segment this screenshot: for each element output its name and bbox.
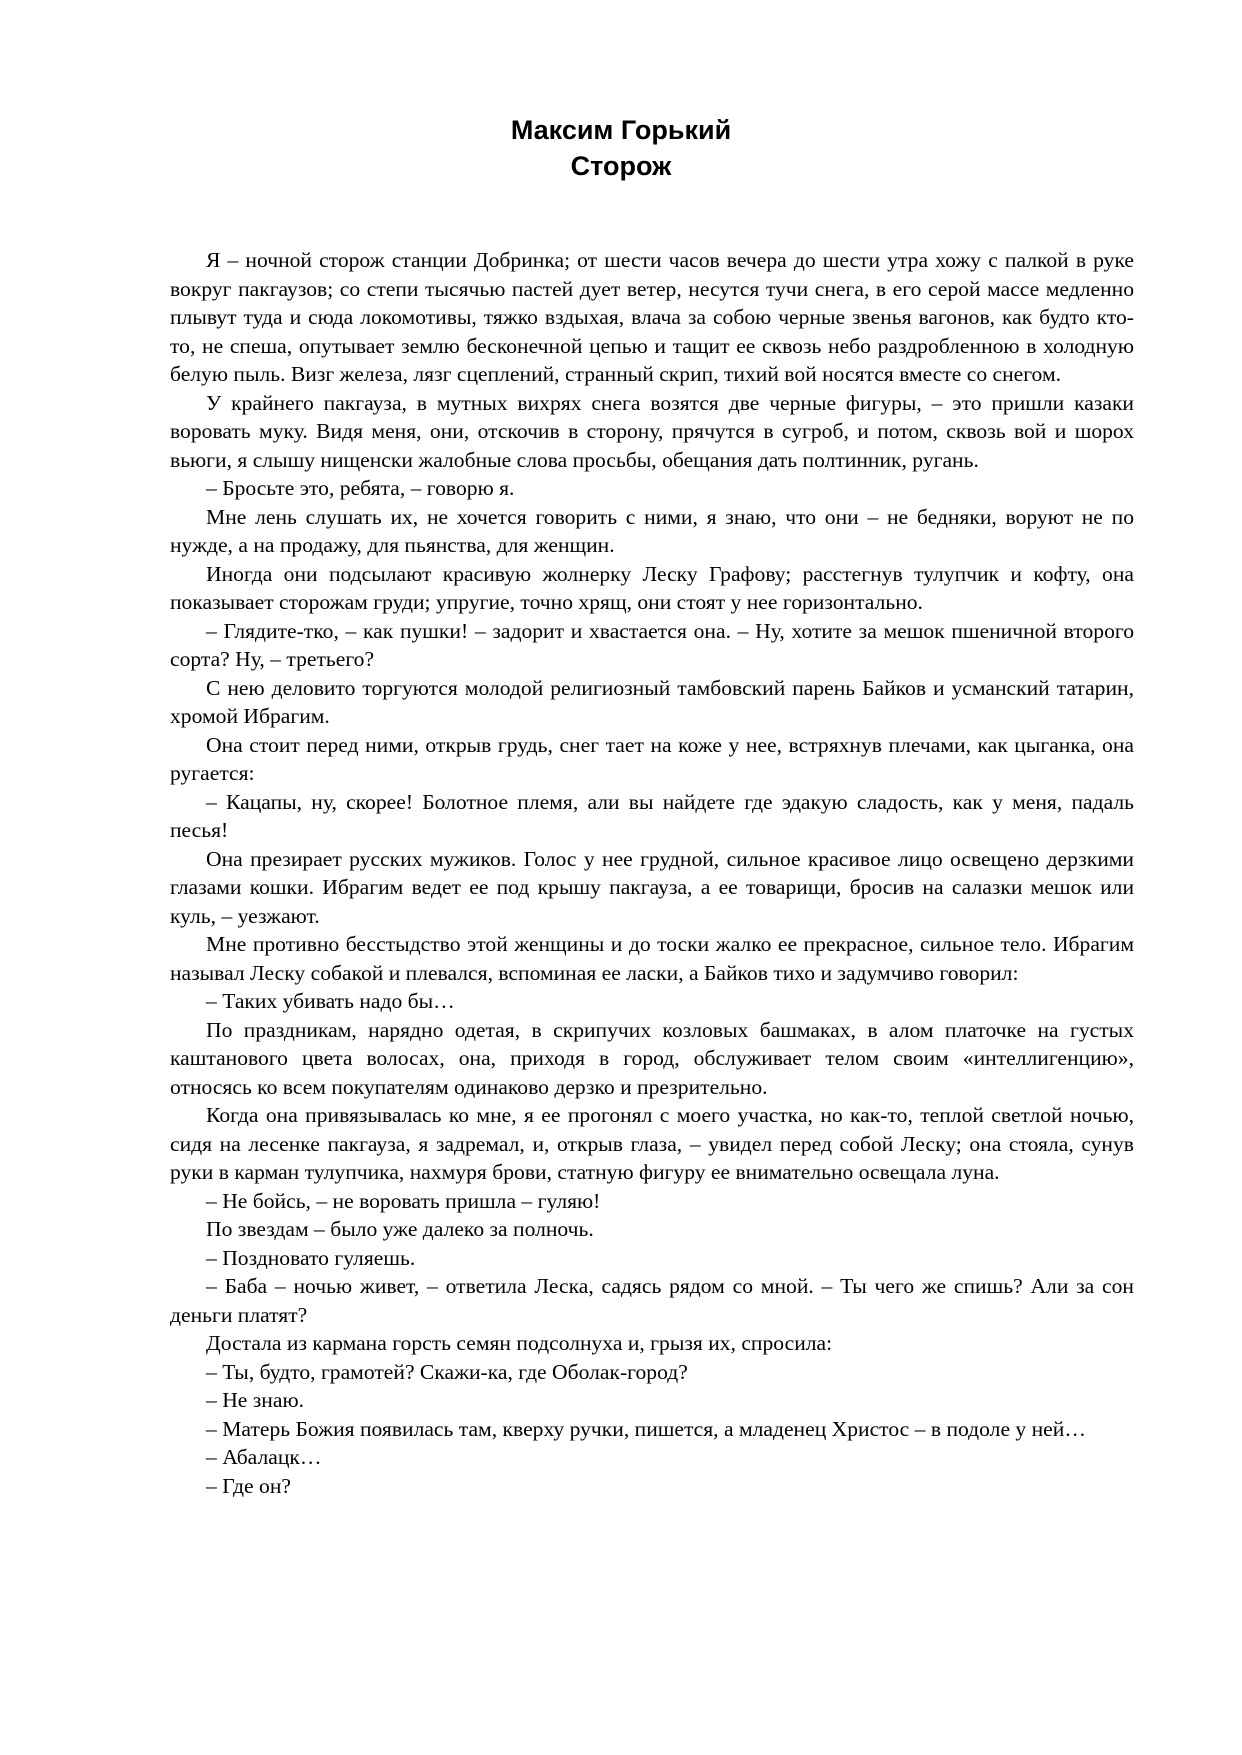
paragraph: – Таких убивать надо бы… — [206, 989, 455, 1013]
paragraph: – Кацапы, ну, скорее! Болотное племя, али вы найдете где эдакую сладость, как у меня, падаль песья! — [170, 789, 1134, 842]
paragraph: Я – ночной сторож станции Добринка; от шести часов вечера до шести утра хожу с палкой в руке вокруг пакгаузов; со степи тысячью пастей дует ветер, несутся тучи снега, в его серой массе медленно плывут туда и сюда локомотивы, тяжко вздыхая, влача за собою черные звенья вагонов, как будто кто-то, не спеша, опутывает землю бесконечной цепью и тащит ее сквозь небо раздробленною в холодную белую пыль. Визг железа, лязг сцеплений, странный скрип, тихий вой носятся вместе со снегом. — [170, 248, 1134, 386]
paragraph: Мне лень слушать их, не хочется говорить с ними, я знаю, что они – не бедняки, воруют не по нужде, а на продажу, для пьянства, для женщин. — [170, 504, 1134, 557]
paragraph: – Не знаю. — [206, 1388, 304, 1412]
paragraph: – Бросьте это, ребята, – говорю я. — [206, 476, 515, 500]
paragraph: У крайнего пакгауза, в мутных вихрях снега возятся две черные фигуры, – это пришли казаки воровать муку. Видя меня, они, отскочив в сторону, прячутся в сугроб, и потом, сквозь вой и шорох вьюги, я слышу нищенски жалобные слова просьбы, обещания дать полтинник, ругань. — [170, 390, 1134, 472]
paragraph: По праздникам, нарядно одетая, в скрипучих козловых башмаках, в алом платочке на густых каштанового цвета волосах, она, приходя в город, обслуживает телом своим «интеллигенцию», относясь ко всем покупателям одинаково дерзко и презрительно. — [170, 1017, 1134, 1099]
paragraph: Она презирает русских мужиков. Голос у нее грудной, сильное красивое лицо освещено дерзкими глазами кошки. Ибрагим ведет ее под крышу пакгауза, а ее товарищи, бросив на салазки мешок или куль, – уезжают. — [170, 846, 1134, 928]
paragraph: – Баба – ночью живет, – ответила Леска, садясь рядом со мной. – Ты чего же спишь? Али за сон деньги платят? — [170, 1274, 1134, 1327]
paragraph: – Абалацк… — [206, 1445, 322, 1469]
paragraph: Когда она привязывалась ко мне, я ее прогонял с моего участка, но как-то, теплой светлой ночью, сидя на лесенке пакгауза, я задремал, и, открыв глаза, – увидел перед собой Леску; она стояла, сунув руки в карман тулупчика, нахмуря брови, статную фигуру ее внимательно освещала луна. — [170, 1103, 1134, 1184]
paragraph: – Глядите-тко, – как пушки! – задорит и хвастается она. – Ну, хотите за мешок пшеничной второго сорта? Ну, – третьего? — [170, 618, 1134, 671]
author-name: Максим Горький — [510, 115, 732, 145]
paragraph: С нею деловито торгуются молодой религиозный тамбовский парень Байков и усманский татарин, хромой Ибрагим. — [170, 675, 1134, 728]
body-text — [170, 246, 1134, 1500]
title-block — [0, 112, 1242, 184]
paragraph: – Где он? — [206, 1473, 291, 1498]
paragraph: Иногда они подсылают красивую жолнерку Леску Графову; расстегнув тулупчик и кофту, она показывает сторожам груди; упругие, точно хрящ, они стоят у нее горизонтально. — [170, 561, 1134, 614]
paragraph: – Поздновато гуляешь. — [206, 1245, 416, 1270]
paragraph: – Матерь Божия появилась там, кверху ручки, пишется, а младенец Христос – в подоле у ней… — [206, 1416, 1086, 1441]
work-title: Сторож — [570, 151, 672, 181]
paragraph: Достала из кармана горсть семян подсолнуха и, грызя их, спросила: — [206, 1331, 833, 1355]
paragraph: Она стоит перед ними, открыв грудь, снег тает на коже у нее, встряхнув плечами, как цыганка, она ругается: — [170, 732, 1134, 785]
paragraph: По звездам – было уже далеко за полночь. — [206, 1217, 594, 1241]
paragraph: – Ты, будто, грамотей? Скажи-ка, где Оболак-город? — [206, 1359, 688, 1384]
paragraph: – Не бойсь, – не воровать пришла – гуляю! — [206, 1188, 601, 1213]
paragraph: Мне противно бесстыдство этой женщины и до тоски жалко ее прекрасное, сильное тело. Ибрагим называл Леску собакой и плевался, вспоминая ее ласки, а Байков тихо и задумчиво говорил: — [170, 932, 1134, 985]
